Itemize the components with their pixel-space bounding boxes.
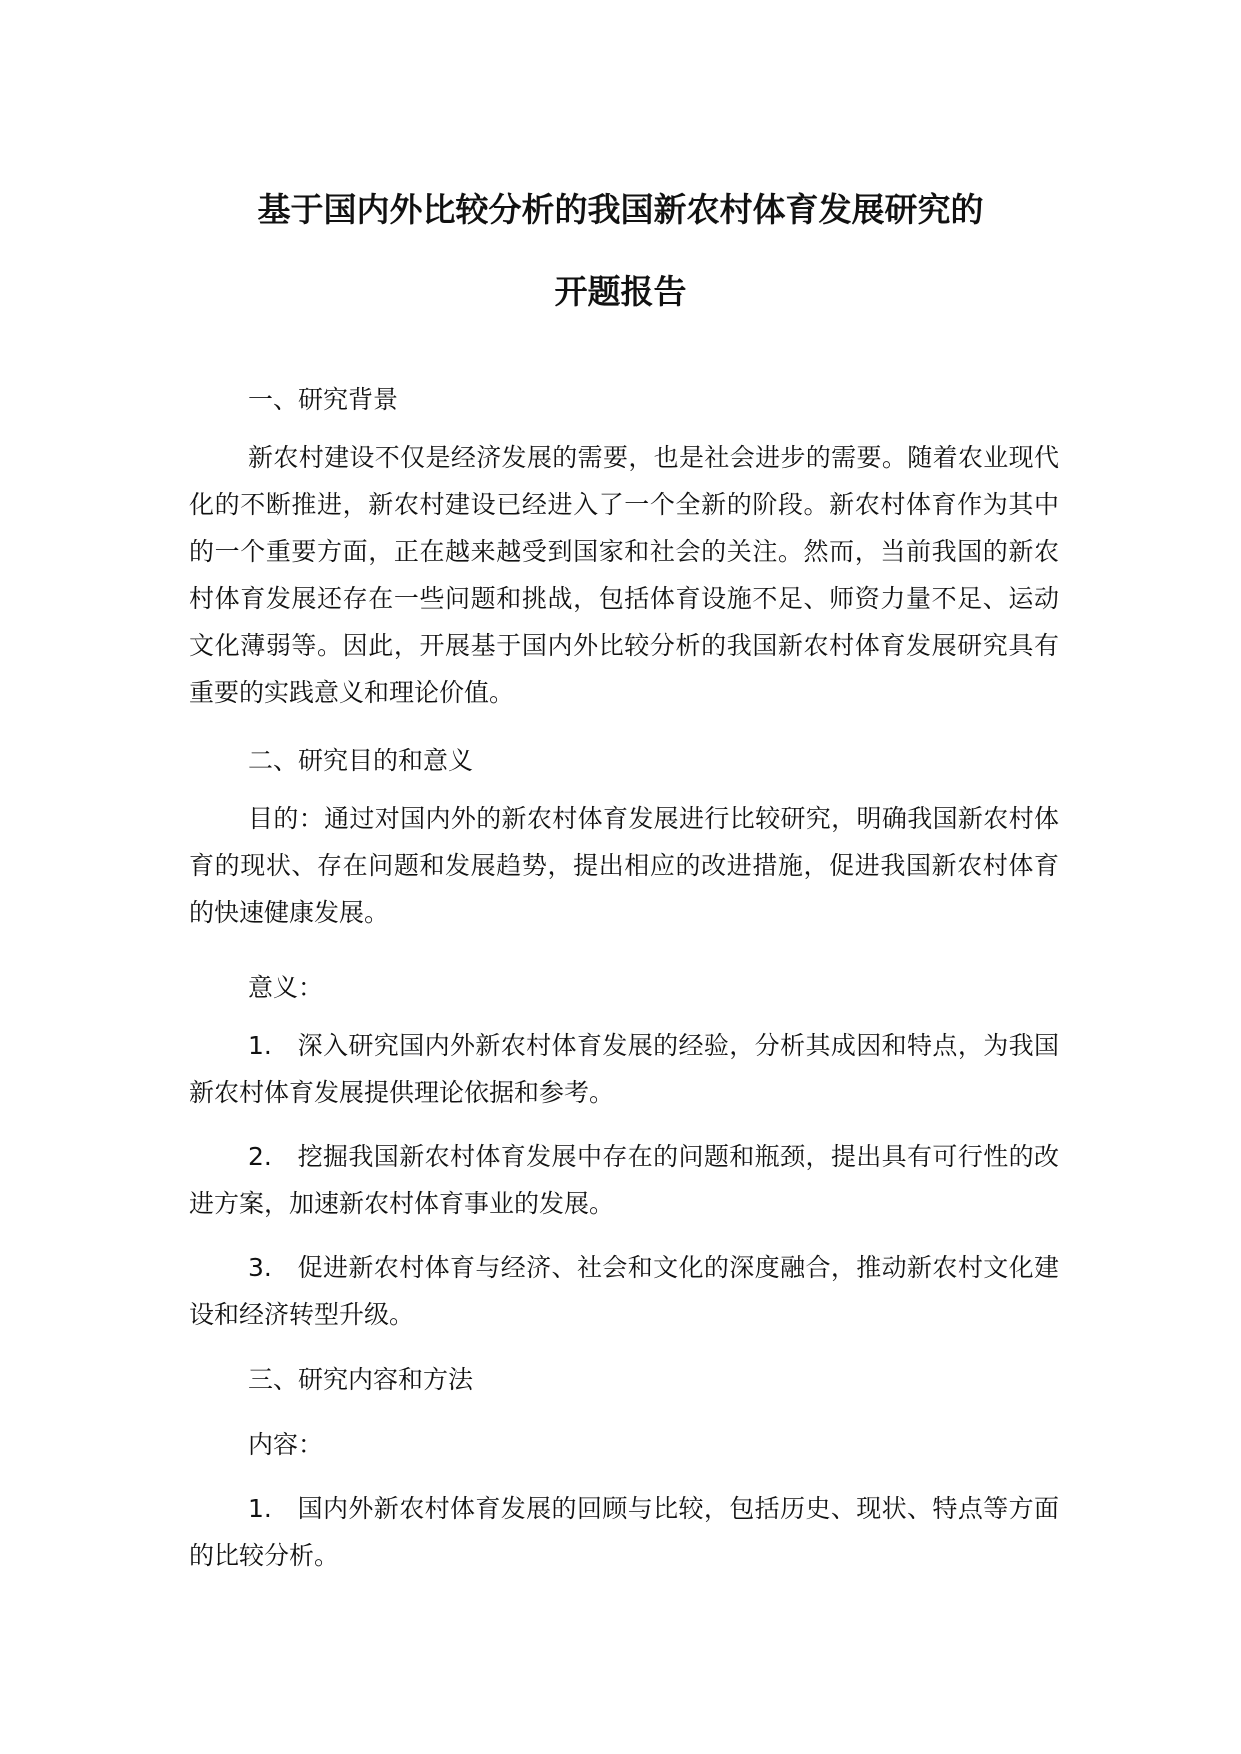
document-title-line-1: 基于国内外比较分析的我国新农村体育发展研究的 [257,190,984,229]
content-item-1: 1. 国内外新农村体育发展的回顾与比较，包括历史、现状、特点等方面的比较分析。 [189,1494,1059,1570]
section-heading-purpose: 二、研究目的和意义 [248,746,474,775]
section-heading-background: 一、研究背景 [248,385,399,414]
paragraph-background: 新农村建设不仅是经济发展的需要，也是社会进步的需要。随着农业现代化的不断推进，新农村建设已经进入了一个全新的阶段。新农村体育作为其中的一个重要方面，正在越来越受到国家和社会的关注。然而，当前我国的新农村体育发展还存在一些问题和挑战，包括体育设施不足、师资力量不足、运动文化薄弱等。因此，开展基于国内外比较分析的我国新农村体育发展研究具有重要的实践意义和理论价值。 [189,443,1059,707]
content-label: 内容： [248,1430,324,1459]
significance-item-1: 1. 深入研究国内外新农村体育发展的经验，分析其成因和特点，为我国新农村体育发展提供理论依据和参考。 [189,1031,1059,1107]
significance-label: 意义： [248,973,324,1002]
significance-item-2: 2. 挖掘我国新农村体育发展中存在的问题和瓶颈，提出具有可行性的改进方案，加速新农村体育事业的发展。 [189,1142,1059,1218]
section-heading-content: 三、研究内容和方法 [248,1365,474,1394]
document-title-line-2: 开题报告 [554,272,687,311]
significance-item-3: 3. 促进新农村体育与经济、社会和文化的深度融合，推动新农村文化建设和经济转型升级。 [189,1253,1059,1329]
paragraph-purpose: 目的：通过对国内外的新农村体育发展进行比较研究，明确我国新农村体育的现状、存在问题和发展趋势，提出相应的改进措施，促进我国新农村体育的快速健康发展。 [189,804,1059,927]
